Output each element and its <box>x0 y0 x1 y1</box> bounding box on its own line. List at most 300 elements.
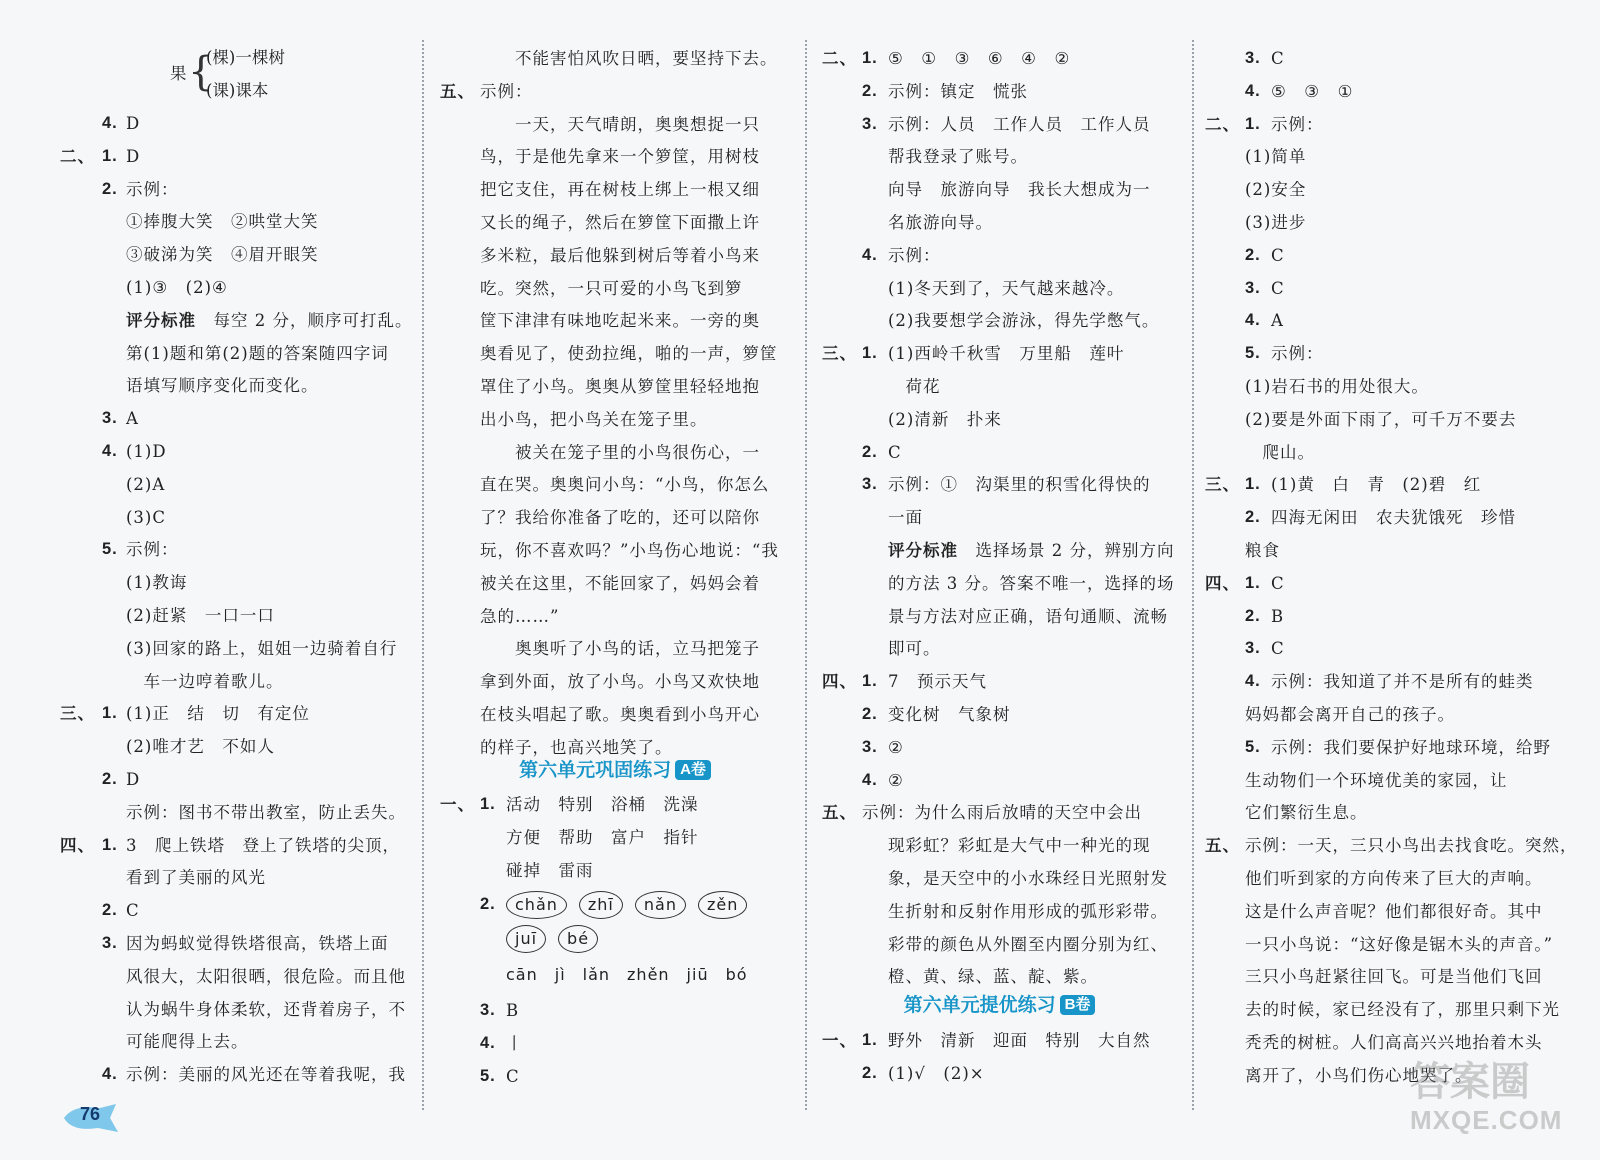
section-label: 二、 <box>60 146 95 166</box>
answer-line <box>60 501 410 534</box>
answer-text: 语填写顺序变化而变化。 <box>126 376 319 396</box>
pinyin-circled: zhī <box>579 891 623 919</box>
answer-text: 在枝头唱起了歌。奥奥看到小鸟开心 <box>480 705 760 724</box>
answer-text: D <box>126 770 141 789</box>
pinyin-circled: nǎn <box>635 891 686 919</box>
answer-text: 示例：镇定 慌张 <box>888 81 1028 101</box>
answer-text: 车一边哼着歌儿。 <box>126 671 284 691</box>
answer-line <box>822 534 1177 567</box>
answer-text: 示例：图书不带出教室，防止丢失。 <box>126 802 406 822</box>
answer-line <box>822 567 1177 600</box>
answer-line <box>60 402 410 435</box>
answer-line <box>1205 436 1590 469</box>
answer-text: 多米粒，最后他躲到树后等着小鸟来 <box>480 245 760 265</box>
question-number: 4. <box>862 770 878 789</box>
question-number: 1. <box>102 835 118 854</box>
section-label: 一、 <box>822 1031 857 1050</box>
volume-badge: A卷 <box>675 760 711 780</box>
answer-line <box>440 501 790 534</box>
answer-line <box>1205 75 1590 108</box>
answer-line <box>60 1025 410 1058</box>
answer-text: (2)唯才艺 不如人 <box>126 737 275 757</box>
column-divider <box>1192 40 1194 1110</box>
answer-line <box>440 600 790 633</box>
answer-text: 去的时候，家已经没有了，那里只剩下光 <box>1245 1000 1560 1020</box>
section-label: 五、 <box>1205 836 1240 856</box>
answer-text: 的样子，也高兴地笑了。 <box>480 737 673 757</box>
answer-line <box>440 1027 790 1060</box>
answer-line <box>822 764 1177 797</box>
answer-text: 风很大，太阳很晒，很危险。而且他 <box>126 966 406 986</box>
answer-line <box>440 272 790 305</box>
answer-line <box>60 730 410 763</box>
answer-text: ⑤ ③ ① <box>1271 81 1354 101</box>
answer-text: 现彩虹？彩虹是大气中一种光的现 <box>888 836 1151 856</box>
answer-line <box>1205 468 1590 501</box>
section-label: 二、 <box>1205 114 1240 134</box>
answer-line <box>822 1057 1177 1090</box>
answer-line <box>1205 239 1590 272</box>
question-number: 2. <box>102 770 118 788</box>
answer-text: 被关在笼子里的小鸟很伤心，一 <box>480 442 760 462</box>
answer-line <box>1205 370 1590 403</box>
answer-line <box>822 173 1177 206</box>
answer-line <box>1205 960 1590 993</box>
answer-line <box>60 271 410 304</box>
question-number: 3. <box>1245 49 1261 67</box>
question-number: 1. <box>480 795 496 813</box>
pinyin-row <box>440 922 790 955</box>
question-number: 3. <box>862 475 878 494</box>
answer-line <box>60 205 410 238</box>
question-number: 4. <box>1245 81 1261 100</box>
answer-text: 7 预示天气 <box>888 672 987 692</box>
answer-line <box>822 140 1177 173</box>
answer-line <box>822 75 1177 108</box>
answer-text: ② <box>888 737 904 757</box>
answer-text: (2)A <box>126 474 166 494</box>
answer-text: 它们繁衍生息。 <box>1245 803 1368 823</box>
answer-line <box>60 304 413 337</box>
question-number: 2. <box>1245 606 1261 625</box>
answer-text: 一天，天气晴朗，奥奥想捉一只 <box>480 114 760 134</box>
question-number: 2. <box>862 705 878 723</box>
pinyin-circled: juī <box>506 925 546 953</box>
page-number: 76 <box>80 1104 101 1124</box>
answer-line <box>440 108 790 141</box>
answer-text: 名旅游向导。 <box>888 213 993 232</box>
answer-text: (1)黄 白 青 (2)碧 红 <box>1271 475 1482 495</box>
answer-line <box>60 107 410 140</box>
answer-line <box>822 829 1177 862</box>
answer-text: (1)正 结 切 有定位 <box>126 704 310 724</box>
unit-heading-b <box>822 989 1177 1023</box>
answer-line <box>60 140 410 173</box>
answer-text: 罩住了小鸟。奥奥从箩筐里轻轻地抱 <box>480 377 760 396</box>
answer-line <box>822 206 1177 239</box>
answer-line <box>440 304 790 337</box>
column-divider <box>805 40 807 1110</box>
answer-text: 这是什么声音呢？他们都很好奇。其中 <box>1245 901 1543 921</box>
answer-line <box>60 829 410 862</box>
question-number: 5. <box>1245 737 1261 756</box>
section-label: 三、 <box>822 344 857 364</box>
answer-text: 不能害怕风吹日晒，要坚持下去。 <box>480 49 778 68</box>
question-number: 3. <box>102 409 118 428</box>
question-number: 2. <box>862 81 878 100</box>
answer-text: 三只小鸟赶紧往回飞。可是当他们飞回 <box>1245 967 1543 987</box>
question-number: 5. <box>102 540 118 559</box>
question-number: 4. <box>1245 311 1261 330</box>
answer-line <box>60 468 410 501</box>
answer-text: 把它支住，再在树枝上绑上一根又细 <box>480 180 760 200</box>
answer-text: 奥看见了，使劲拉绳，啪的一声，箩筐 <box>480 344 778 364</box>
answer-text: C <box>1271 573 1285 593</box>
answer-text: 妈妈都会离开自己的孩子。 <box>1245 705 1455 724</box>
answer-line <box>440 206 790 239</box>
question-number: 1. <box>1245 114 1261 133</box>
answer-line <box>60 599 410 632</box>
answer-line <box>1205 534 1590 567</box>
answer-line <box>822 698 1177 731</box>
answer-line <box>60 238 410 271</box>
scoring-label: 评分标准 <box>888 542 958 560</box>
answer-line <box>440 821 790 854</box>
answer-line <box>440 436 790 469</box>
answer-text: 示例： <box>888 245 941 265</box>
answer-line <box>1205 42 1590 75</box>
answer-text: 碰掉 雷雨 <box>506 860 594 880</box>
question-number: 3. <box>480 1001 496 1019</box>
answer-line <box>440 698 790 731</box>
answer-line <box>822 731 1177 764</box>
answer-line <box>440 370 790 403</box>
answer-line <box>1205 600 1590 633</box>
answer-text: 第(1)题和第(2)题的答案随四字词 <box>126 343 389 363</box>
answer-line <box>1205 665 1590 698</box>
answer-line <box>1205 764 1590 797</box>
unit-heading-a <box>440 754 790 788</box>
question-number: 1. <box>102 704 118 723</box>
question-number: 4. <box>480 1033 496 1052</box>
question-number: 2. <box>102 179 118 198</box>
answer-line <box>440 1060 790 1093</box>
answer-text: 示例：我知道了并不是所有的蛙类 <box>1271 672 1534 692</box>
question-number: 1. <box>1245 573 1261 592</box>
answer-line <box>60 993 410 1026</box>
question-number: 2. <box>1245 508 1261 527</box>
answer-text: 生动物们一个环境优美的家园，让 <box>1245 770 1508 790</box>
answer-text: B <box>1271 606 1285 626</box>
answer-line <box>1205 928 1590 961</box>
question-number: 1. <box>862 1031 878 1049</box>
answer-text: (1)冬天到了，天气越来越冷。 <box>888 278 1125 298</box>
answer-text: 3 爬上铁塔 登上了铁塔的尖顶， <box>126 835 400 855</box>
answer-text: 示例：美丽的风光还在等着我呢，我 <box>126 1065 406 1085</box>
question-number: 1. <box>102 146 118 165</box>
answer-line <box>1205 501 1590 534</box>
answer-text: (2)我要想学会游泳，得先学憋气。 <box>888 311 1160 331</box>
section-label: 三、 <box>60 704 95 724</box>
answer-text: 出小鸟，把小鸟关在笼子里。 <box>480 409 708 429</box>
brace-item: (棵)一棵树 <box>206 48 285 67</box>
answer-line <box>1205 731 1590 764</box>
answer-line <box>1205 567 1590 600</box>
answer-text: 急的……” <box>480 606 560 626</box>
section-label: 五、 <box>822 803 857 823</box>
answer-text: 筐下津津有味地吃起米来。一旁的奥 <box>480 311 760 331</box>
answer-text: C <box>126 901 140 921</box>
watermark-logo <box>1410 1050 1580 1150</box>
answer-line <box>60 632 410 665</box>
answer-line <box>440 534 790 567</box>
answer-line <box>60 566 410 599</box>
answer-line <box>60 763 410 796</box>
answer-text: 彩带的颜色从外圈至内圈分别为红、 <box>888 934 1168 954</box>
answer-line <box>822 928 1177 961</box>
answer-line <box>440 665 790 698</box>
answer-line <box>1205 304 1590 337</box>
answer-text: D <box>126 114 141 133</box>
answer-text: 离开了，小鸟们伤心地哭了。 <box>1245 1065 1473 1085</box>
answer-text: 象，是天空中的小水珠经日光照射发 <box>888 869 1168 888</box>
section-label: 四、 <box>1205 573 1240 593</box>
answer-text: (1)简单 <box>1245 147 1307 167</box>
answer-text: 一面 <box>888 508 923 528</box>
answer-line <box>1205 829 1590 862</box>
answer-line <box>822 370 1177 403</box>
answer-line <box>440 468 790 501</box>
scoring-label: 评分标准 <box>126 311 196 330</box>
question-number: 2. <box>1245 245 1261 264</box>
answer-text: A <box>126 409 139 429</box>
answer-text: 因为蚂蚁觉得铁塔很高，铁塔上面 <box>126 934 389 953</box>
answer-text: 可能爬得上去。 <box>126 1032 249 1052</box>
answer-line <box>60 665 410 698</box>
answer-column-3 <box>822 0 1177 1110</box>
answer-text: 橙、黄、绿、蓝、靛、紫。 <box>888 967 1098 987</box>
answer-text: 示例：为什么雨后放晴的天空中会出 <box>862 803 1142 823</box>
pinyin-row <box>440 958 790 991</box>
answer-line <box>60 927 410 960</box>
question-number: 5. <box>1245 344 1261 363</box>
question-number: 4. <box>102 114 118 132</box>
answer-text: 秃秃的树桩。人们高高兴兴地抬着木头 <box>1245 1033 1543 1052</box>
question-number: 1. <box>1245 475 1261 494</box>
answer-text: C <box>1271 49 1285 68</box>
answer-column-1 <box>60 0 413 1110</box>
answer-line <box>440 239 790 272</box>
answer-text: C <box>1271 639 1285 659</box>
answer-text: 直在哭。奥奥问小鸟：“小鸟，你怎么 <box>480 475 770 495</box>
answer-line <box>440 788 790 821</box>
answer-text: C <box>506 1066 520 1086</box>
answer-line <box>1205 993 1590 1026</box>
answer-text: 示例：人员 工作人员 工作人员 <box>888 114 1151 134</box>
watermark-text: 答案圈 <box>1410 1060 1530 1104</box>
answer-line <box>1205 140 1590 173</box>
section-label: 一、 <box>440 795 475 814</box>
answer-line <box>822 501 1177 534</box>
answer-text: 即可。 <box>888 639 941 659</box>
question-number: 3. <box>1245 639 1261 658</box>
brace-lead: 果 <box>170 64 187 83</box>
question-number: 2. <box>480 895 496 913</box>
answer-text: 活动 特别 浴桶 洗澡 <box>506 795 699 814</box>
answer-line <box>1205 337 1590 370</box>
answer-line <box>1205 632 1590 665</box>
answer-text: (1)③ (2)④ <box>126 278 228 297</box>
answer-text: (2)要是外面下雨了，可千万不要去 <box>1245 409 1517 429</box>
column-divider <box>422 40 424 1110</box>
answer-line <box>60 1058 410 1091</box>
question-number: 3. <box>1245 278 1261 297</box>
answer-line <box>440 567 790 600</box>
answer-line <box>60 960 410 993</box>
question-number: 1. <box>862 672 878 691</box>
answer-line <box>440 337 790 370</box>
answer-line <box>822 239 1177 272</box>
answer-text: 示例：一天，三只小鸟出去找食吃。突然， <box>1245 836 1578 856</box>
answer-line <box>822 632 1177 665</box>
answer-text: 了？我给你准备了吃的，还可以陪你 <box>480 508 760 528</box>
answer-column-4 <box>1205 0 1590 1110</box>
answer-text: 向导 旅游向导 我长大想成为一 <box>888 180 1151 200</box>
brace-group <box>170 42 410 108</box>
answer-text: (1)教诲 <box>126 573 188 593</box>
section-label: 四、 <box>822 672 857 692</box>
watermark-url: MXQE.COM <box>1410 1105 1563 1135</box>
answer-line <box>60 861 410 894</box>
answer-line <box>440 173 790 206</box>
question-number: 2. <box>102 901 118 920</box>
answer-text: ② <box>888 770 904 790</box>
answer-line <box>60 173 410 206</box>
answer-text: 每空 2 分，顺序可打乱。 <box>196 310 413 330</box>
answer-text: 示例：① 沟渠里的积雪化得快的 <box>888 475 1151 495</box>
answer-text: A <box>1271 311 1284 331</box>
answer-line <box>60 796 410 829</box>
answer-column-2 <box>440 0 790 1110</box>
answer-text: 爬山。 <box>1245 442 1315 462</box>
answer-text: 方便 帮助 富户 指针 <box>506 827 699 847</box>
answer-line <box>822 403 1177 436</box>
section-label: 四、 <box>60 835 95 855</box>
answer-text: 丨 <box>506 1033 524 1053</box>
unit-heading-text: 第六单元巩固练习 <box>519 760 672 781</box>
question-number: 4. <box>1245 672 1261 691</box>
question-number: 1. <box>862 49 878 67</box>
answer-line <box>440 140 790 173</box>
answer-line <box>440 994 790 1027</box>
pinyin-circled: zěn <box>698 891 747 919</box>
answer-line <box>440 403 790 436</box>
question-number: 4. <box>102 442 118 460</box>
answer-line <box>822 272 1177 305</box>
answer-line <box>822 665 1177 698</box>
answer-text: ③破涕为笑 ④眉开眼笑 <box>126 245 319 265</box>
answer-text: 一只小鸟说：“这好像是锯木头的声音。” <box>1245 934 1554 954</box>
answer-line <box>60 337 410 370</box>
brace-item: (课)课本 <box>206 81 269 100</box>
answer-line <box>822 468 1177 501</box>
answer-line <box>1205 108 1590 141</box>
answer-line <box>1205 698 1590 731</box>
scoring-note <box>888 534 1175 568</box>
answer-line <box>440 632 790 665</box>
answer-line <box>440 854 790 887</box>
answer-text: 看到了美丽的风光 <box>126 868 266 888</box>
answer-line <box>1205 206 1590 239</box>
answer-line <box>60 533 410 566</box>
answer-line <box>822 862 1177 895</box>
answer-text: (1)岩石书的用处很大。 <box>1245 377 1429 396</box>
answer-text: (1)√ (2)× <box>888 1063 985 1083</box>
answer-text: 示例： <box>1271 344 1324 364</box>
question-number: 5. <box>480 1066 496 1085</box>
answer-line <box>60 894 410 927</box>
answer-text: 奥奥听了小鸟的话，立马把笼子 <box>480 639 760 659</box>
volume-badge: B卷 <box>1060 995 1096 1015</box>
answer-text: (3)回家的路上，姐姐一边骑着自行 <box>126 638 398 658</box>
answer-text: 帮我登录了账号。 <box>888 147 1028 167</box>
answer-text: (1)西岭千秋雪 万里船 莲叶 <box>888 344 1125 364</box>
answer-text: 认为蜗牛身体柔软，还背着房子，不 <box>126 999 406 1019</box>
question-number: 1. <box>862 344 878 363</box>
question-number: 3. <box>862 737 878 756</box>
pinyin-row <box>440 888 790 921</box>
brace-icon: { <box>188 49 214 95</box>
answer-text: 鸟，于是他先拿来一个箩筐，用树枝 <box>480 147 760 167</box>
answer-text: 四海无闲田 农夫犹饿死 珍惜 <box>1271 508 1516 528</box>
answer-line <box>822 108 1177 141</box>
answer-text: 野外 清新 迎面 特别 大自然 <box>888 1031 1151 1050</box>
answer-text: 生折射和反射作用形成的弧形彩带。 <box>888 901 1168 921</box>
answer-text: (2)安全 <box>1245 180 1307 200</box>
answer-line <box>1205 272 1590 305</box>
answer-text: 示例： <box>480 81 533 101</box>
answer-text: (1)D <box>126 442 167 461</box>
answer-text: 示例： <box>1271 114 1324 134</box>
scoring-note <box>126 304 413 338</box>
answer-line <box>822 895 1177 928</box>
answer-text: 选择场景 2 分，辨别方向 <box>958 541 1175 560</box>
answer-line <box>60 697 410 730</box>
pinyin-answers: cān jì lǎn zhěn jiū bó <box>506 965 748 984</box>
answer-line <box>822 42 1177 75</box>
question-number: 4. <box>862 245 878 264</box>
answer-text: 景与方法对应正确，语句通顺、流畅 <box>888 606 1168 626</box>
answer-text: 变化树 气象树 <box>888 705 1011 724</box>
section-label: 二、 <box>822 49 857 68</box>
question-number: 3. <box>862 114 878 133</box>
answer-text: (3)进步 <box>1245 213 1307 232</box>
answer-line <box>1205 895 1590 928</box>
question-number: 2. <box>862 1063 878 1082</box>
answer-line <box>440 75 790 108</box>
answer-text: 荷花 <box>888 377 941 396</box>
answer-line <box>822 600 1177 633</box>
answer-line <box>1205 862 1590 895</box>
answer-text: ⑤ ① ③ ⑥ ④ ② <box>888 49 1071 68</box>
answer-line <box>822 436 1177 469</box>
answer-text: 示例： <box>126 179 179 199</box>
answer-text: C <box>1271 245 1285 265</box>
answer-text: 被关在这里，不能回家了，妈妈会着 <box>480 573 760 593</box>
answer-text: 他们听到家的方向传来了巨大的声响。 <box>1245 869 1543 888</box>
answer-text: C <box>888 442 902 462</box>
section-label: 三、 <box>1205 475 1240 495</box>
